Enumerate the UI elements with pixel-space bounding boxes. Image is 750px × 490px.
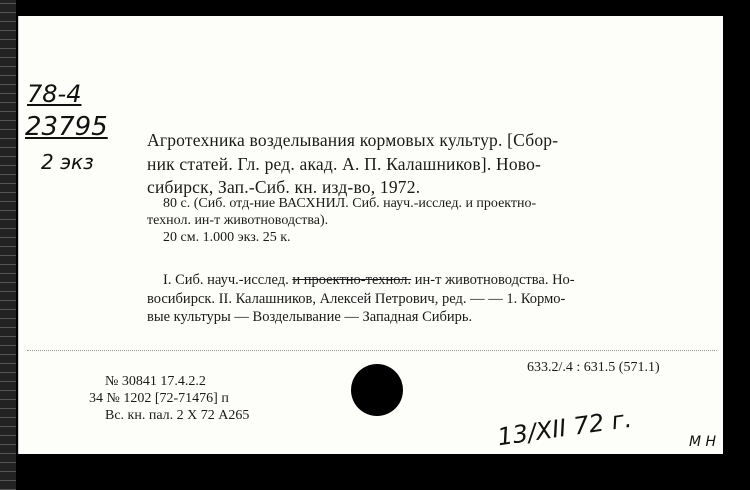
handwritten-call-number-bottom: 23795: [25, 112, 108, 142]
description-line-1: 80 с. (Сиб. отд-ние ВАСХНИЛ. Сиб. науч.-исслед. и проектно-: [163, 196, 537, 211]
description-line-3: 20 см. 1.000 экз. 25 к.: [163, 230, 291, 245]
card-edge-strip: [0, 0, 16, 490]
punch-hole: [351, 364, 403, 416]
tracings-line-2: восибирск. II. Калашников, Алексей Петрович, ред. — — 1. Кормо-: [147, 291, 566, 307]
handwritten-corner-initials: М Н: [689, 434, 717, 450]
handwritten-call-number-top: 78-4: [27, 80, 82, 108]
title-heading-word: Агротехника: [147, 130, 245, 150]
divider: [27, 350, 717, 351]
footer-line-3: Вс. кн. пал. 2 X 72 А265: [105, 408, 250, 423]
classification-number: 633.2/.4 : 631.5 (571.1): [527, 360, 660, 375]
handwritten-date-note: 13/XII 72 г.: [495, 404, 634, 452]
title-line-1: [147, 130, 558, 151]
tracings-line-1: [163, 272, 575, 289]
footer-line-1: № 30841 17.4.2.2: [105, 374, 206, 389]
tracings-line-1-start: I. Сиб. науч.-исслед.: [163, 272, 293, 288]
catalog-card: [18, 16, 723, 454]
footer-line-2: 34 № 1202 [72-71476] п: [89, 391, 229, 406]
description-line-2: технол. ин-т животноводства).: [147, 213, 329, 228]
tracings-line-3: вые культуры — Возделывание — Западная Сибирь.: [147, 309, 473, 325]
tracings-line-1-end: ин-т животноводства. Но-: [411, 272, 575, 288]
title-line-1-rest: возделывания кормовых культур. [Сбор-: [244, 130, 559, 150]
handwritten-copies: 2 экз: [41, 150, 94, 174]
struck-through-text: и проектно-технол.: [292, 272, 412, 288]
title-line-2: ник статей. Гл. ред. акад. А. П. Калашников]. Ново-: [147, 154, 542, 174]
title-line-3: сибирск, Зап.-Сиб. кн. изд-во, 1972.: [147, 177, 421, 197]
